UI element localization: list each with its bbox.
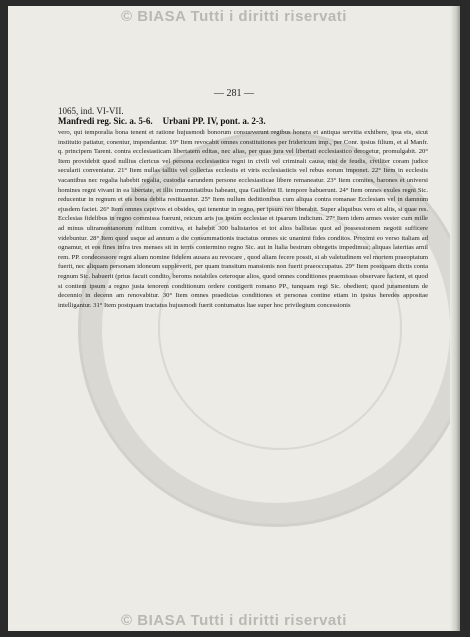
header-year: 1065, ind. VI-VII. — [58, 106, 124, 116]
running-header-right: Urbani PP. IV, pont. a. 2-3. — [162, 116, 266, 126]
page-number: — 281 — — [214, 88, 254, 99]
running-header — [58, 116, 428, 126]
scanned-page — [8, 6, 460, 631]
watermark-bottom: © BIASA Tutti i diritti riservati — [121, 612, 347, 629]
watermark-top: © BIASA Tutti i diritti riservati — [121, 8, 347, 25]
running-header-left: Manfredi reg. Sic. a. 5-6. — [58, 116, 153, 126]
scan-edge-shadow — [450, 6, 460, 631]
body-text — [58, 128, 428, 310]
body-paragraph: vero, qui temporalia bona tenent et ratione hujusmodi bonorum consueverunt regibus honera et antiqua servitia exhibere, ipsa eis, sicut institutio patiatur, conentur, impendantur. 19° Item revocabit omnes constitutiones per fridericum imp., per Conr. ipsius filium, et al Manfr. q. principem Tarent. contra ecclesiasticam libertatem editas, nec alias, per quas jura vel libertati ecclesiastico derogetur, promulgabit. 20° Item providebit quod nullius clericus vel persona ecclesiastica regni in civili vel criminali causa, nisi de feudis, civiliter coram judice secularii conveniatur. 21° Item nullas talliis vel collectas ecclesiis et viris ecclesiasticis vel rebus eorum imponet. 22° Item in ecclesiis vacantibus nec regalia habebit regalia, custodia earundem persone ecclesiasticae libere remaneatur. 23° Item comites, barones et universi homines regni vivant in ea libertate, et illis immunitatibus habeant, qua Guillelmi II. tempore habuerunt. 24° Item omnes exules regni Sic. reducentur in regnum et eis bona debita restituantur. 25° Item nullum deditionibus cum aliqua contra romanae Ecclesiam vel in damnum ejusdem faciet. 26° Item omnes captivos et obsides, qui tenentur in regno, per ipsum reo liberabit. Super aliquibus vero et aliis, si quae res. Ecclesias fidelibus in regno commissa fuerunt, reicum aris jus ipsum ecclesiae et ipsarum indicium. 27° Item idem armes vester cum mille ad minus ultramontanorum militum comitiva, et habebit 300 balistarios et tot alios ballistas quot ad possessionem negotii sufficere videbuntur. 28° Item quod usque ad annum a die consummationis tractatus omnes sic unanimi fides conditos. Proximi eo verso italiam ad ognamur, et eos fines infra tres menses sit in terris contermino regno Sic. aut in ltalia bestrum obtegetis impedimus; aliquas lateritas arnil rem. PP. condecessore regni aliam nomine fidelem ausara au revocare , quod aliam fecere possit, si ab valetudinem vel mortem praeoptatum fuerit, nec aliquam personam idoneum suppleverit, per quam transitum mansionis non fuerit praeoccupatus. 29° Item postquam dictis conta regnum Sic. habuerit (prius facuit condito, beroms notabiles ceteroque alios, quod omnes conditiones praemissas observare facient, et quod si contiem ipsum a regno justa tenorem conditionum ordere contigerit romano PP., tunquam regi Sic. obedient; quod juramentum de decennio in decenn am renovabitur. 30° Item omnes praedictas conditiones et personas contine etiam in ipsius heredes appositae intelligantur. 31° Item postquam tractatus hujusmodi fuerit contumatus ltae super hoc privilegium concessionis — [58, 129, 428, 309]
